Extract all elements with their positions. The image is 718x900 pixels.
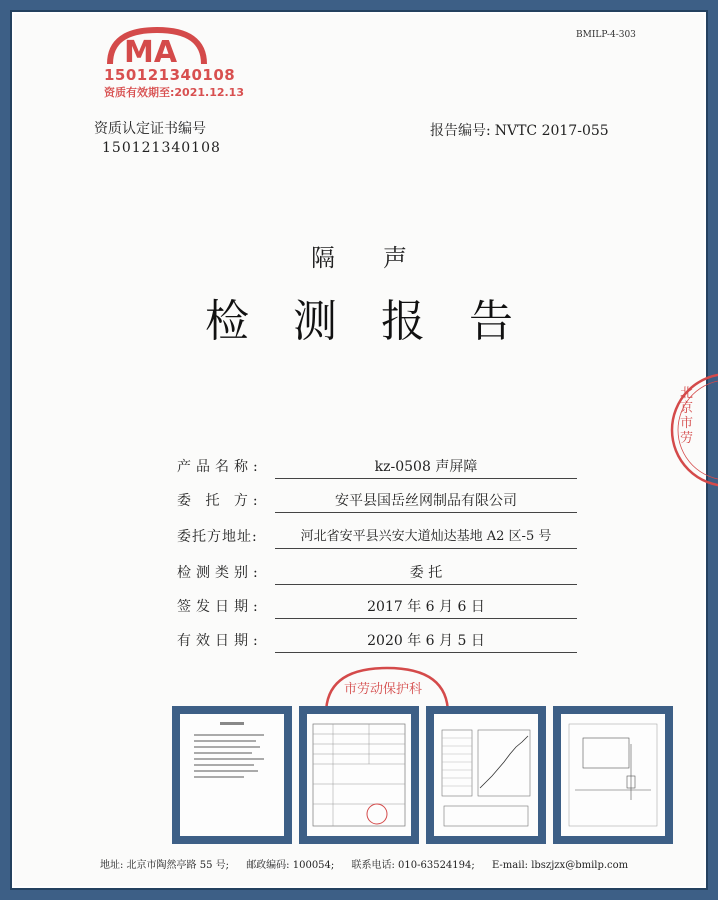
- seal-right-text: 北京市劳: [680, 386, 694, 446]
- field-label: 产品名称:: [177, 459, 263, 475]
- thumbnail-page-4[interactable]: [553, 706, 673, 844]
- field-value: 2017 年 6 月 6 日: [275, 592, 577, 619]
- footer-email: E-mail: lbszjzx@bmilp.com: [491, 860, 629, 871]
- footer-address: 地址: 北京市陶然亭路 55 号;: [100, 860, 229, 871]
- field-client: [177, 486, 577, 516]
- field-value: 河北省安平县兴安大道灿达基地 A2 区-5 号: [275, 522, 577, 549]
- seal-bottom-text: 市劳动保护科: [344, 682, 423, 697]
- field-label: 委托方地址:: [177, 529, 258, 545]
- field-label: 委 托 方:: [177, 493, 263, 509]
- field-value: kz-0508 声屏障: [275, 452, 577, 479]
- thumbnail-page-3[interactable]: [426, 706, 546, 844]
- report-number: [430, 120, 609, 140]
- form-code: BMILP-4-303: [576, 30, 636, 40]
- page-thumbnails: [172, 706, 674, 846]
- field-product-name: [177, 452, 577, 482]
- stamp-validity: 资质有效期至:2021.12.13: [104, 86, 244, 99]
- stamp-number: 150121340108: [104, 66, 236, 84]
- certificate-number: 150121340108: [102, 140, 221, 156]
- report-title: 检测报告: [205, 296, 557, 347]
- report-subtitle: 隔声: [311, 244, 455, 272]
- field-value: 2020 年 6 月 5 日: [275, 626, 577, 653]
- field-value: 委 托: [275, 558, 577, 585]
- field-issue-date: [177, 592, 577, 622]
- footer-postcode: 邮政编码: 100054;: [246, 860, 335, 871]
- cma-logo-text: MA: [124, 35, 178, 68]
- field-label: 有效日期:: [177, 633, 263, 649]
- field-label: 检测类别:: [177, 565, 263, 581]
- thumbnail-page-2[interactable]: [299, 706, 419, 844]
- report-number-label: 报告编号:: [430, 123, 491, 139]
- thumbnail-page-1[interactable]: [172, 706, 292, 844]
- field-client-address: [177, 522, 577, 552]
- report-number-value: NVTC 2017-055: [494, 123, 609, 139]
- field-valid-date: [177, 626, 577, 656]
- field-value: 安平县国岳丝网制品有限公司: [275, 486, 577, 513]
- cma-stamp: [102, 24, 244, 110]
- footer-contact: [100, 856, 642, 871]
- field-test-type: [177, 558, 577, 588]
- footer-phone: 联系电话: 010-63524194;: [351, 860, 475, 871]
- field-label: 签发日期:: [177, 599, 263, 615]
- cma-logo-icon: [102, 24, 212, 68]
- certificate-label: 资质认定证书编号: [94, 121, 206, 137]
- official-seal-right: [658, 370, 718, 490]
